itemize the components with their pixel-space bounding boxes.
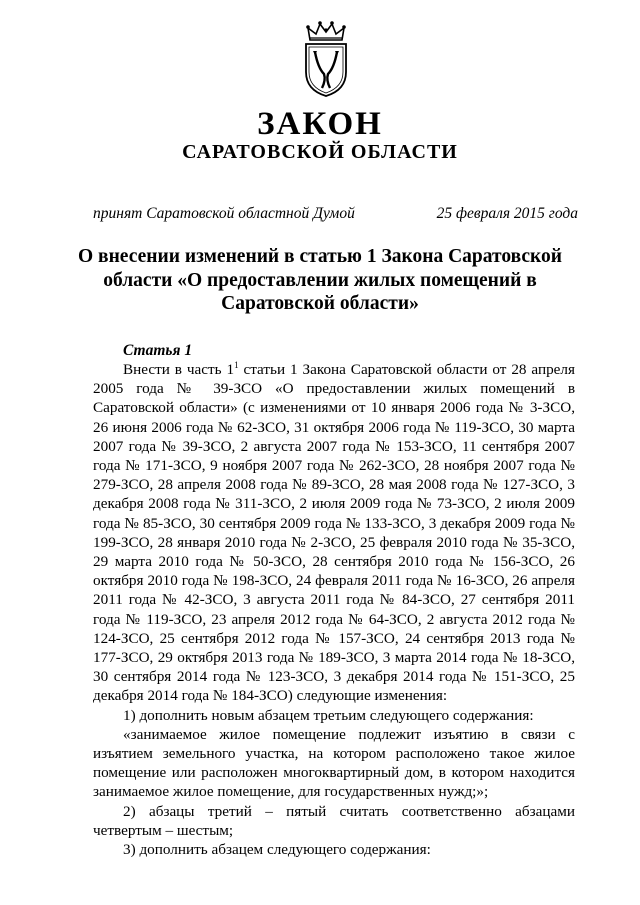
- saratov-coat-of-arms-icon: [300, 18, 352, 98]
- list-item: 3) дополнить абзацем следующего содержания:: [123, 841, 431, 859]
- list-item: «занимаемое жилое помещение подлежит изъятию в связи с изъятием земельного участка, на котором расположено такое жилое помещение или расположен многоквартирный дом, в котором находится занимаемое жилое помещение, для государственных нужд;»;: [93, 725, 575, 801]
- article-intro-paragraph: [93, 360, 575, 706]
- article-body: [93, 360, 575, 859]
- law-heading: О внесении изменений в статью 1 Закона Саратовской области «О предоставлении жилых помещений в Саратовской области»: [78, 246, 562, 314]
- list-item: 2) абзацы третий – пятый считать соответственно абзацами четвертым – шестым;: [93, 802, 575, 839]
- intro-superscript: 1: [234, 360, 239, 370]
- list-item: 1) дополнить новым абзацем третьим следующего содержания:: [123, 706, 534, 724]
- adoption-date: 25 февраля 2015 года: [436, 205, 578, 222]
- intro-post: статьи 1 Закона Саратовской области от 28 апреля 2005 года № 39-ЗСО «О предоставлении жилых помещений в Саратовской области» (с изменениями от 10 января 2006 года № 3-ЗСО, 26 июня 2006 года № 62-ЗСО, 31 октября 2006 года № 119-ЗСО, 30 марта 2007 года № 39-ЗСО, 2 августа 2007 года № 153-ЗСО, 11 сентября 2007 года № 171-ЗСО, 9 ноября 2007 года № 262-ЗСО, 28 ноября 2007 года № 279-ЗСО, 28 апреля 2008 года № 89-ЗСО, 28 мая 2008 года № 127-ЗСО, 3 декабря 2008 года № 311-ЗСО, 2 июля 2009 года № 73-ЗСО, 2 июля 2009 года № 85-ЗСО, 30 сентября 2009 года № 133-ЗСО, 3 декабря 2009 года № 199-ЗСО, 28 января 2010 года № 2-ЗСО, 25 февраля 2010 года № 35-ЗСО, 29 марта 2010 года № 50-ЗСО, 28 сентября 2010 года № 156-ЗСО, 26 октября 2010 года № 198-ЗСО, 24 февраля 2011 года № 16-ЗСО, 26 апреля 2011 года № 42-ЗСО, 3 августа 2011 года № 84-ЗСО, 27 сентября 2011 года № 119-ЗСО, 23 апреля 2012 года № 64-ЗСО, 2 августа 2012 года № 124-ЗСО, 25 сентября 2012 года № 157-ЗСО, 24 сентября 2013 года № 177-ЗСО, 29 октября 2013 года № 189-ЗСО, 3 марта 2014 года № 18-ЗСО, 30 сентября 2014 года № 123-ЗСО, 3 декабря 2014 года № 151-ЗСО, 25 декабря 2014 года № 184-ЗСО) следующие изменения:: [93, 361, 575, 705]
- document-type-title: ЗАКОН: [257, 106, 383, 142]
- adopted-by: принят Саратовской областной Думой: [93, 205, 355, 222]
- region-title: САРАТОВСКОЙ ОБЛАСТИ: [182, 141, 458, 163]
- intro-pre: Внести в часть 1: [123, 361, 235, 378]
- article-title: Статья 1: [123, 342, 193, 359]
